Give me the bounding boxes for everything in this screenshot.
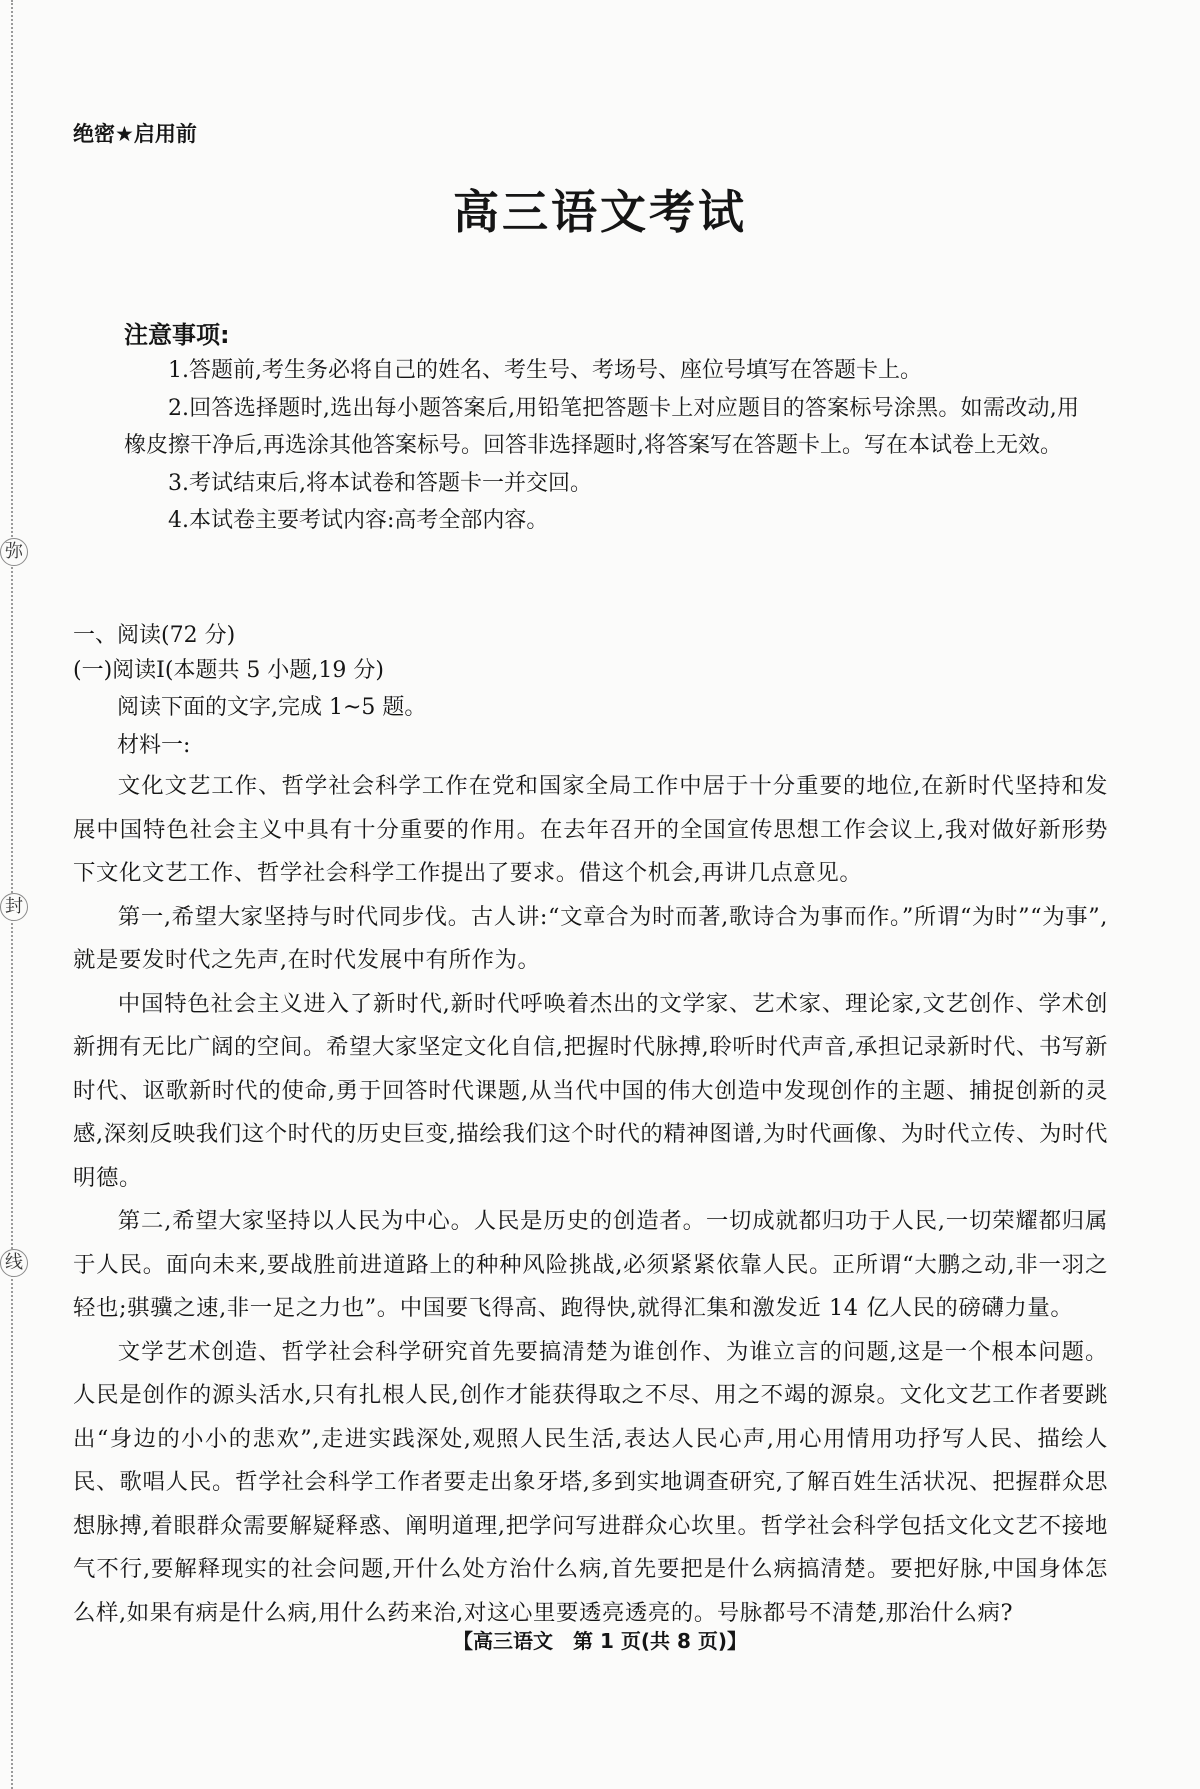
notice-item: 2.回答选择题时,选出每小题答案后,用铅笔把答题卡上对应题目的答案标号涂黑。如需改动,用橡皮擦干净后,再选涂其他答案标号。回答非选择题时,将答案写在答题卡上。写在本试卷上无效。: [124, 395, 1079, 459]
exam-title: 高三语文考试: [453, 185, 747, 239]
notice-item: 3.考试结束后,将本试卷和答题卡一并交回。: [168, 470, 592, 496]
paragraph: 第一,希望大家坚持与时代同步伐。古人讲:“文章合为时而著,歌诗合为事而作。”所谓“为时”“为事”,就是要发时代之先声,在时代发展中有所作为。: [73, 903, 1108, 973]
notice-title: 注意事项:: [124, 321, 230, 349]
subsection-heading: (一)阅读Ⅰ(本题共 5 小题,19 分): [73, 658, 384, 683]
reading-instruction: 阅读下面的文字,完成 1~5 题。: [117, 695, 427, 720]
notice-item: 1.答题前,考生务必将自己的姓名、考生号、考场号、座位号填写在答题卡上。: [168, 358, 922, 383]
reading-section: [73, 619, 1113, 1635]
paragraph: 中国特色社会主义进入了新时代,新时代呼唤着杰出的文学家、艺术家、理论家,文艺创作、学术创新拥有无比广阔的空间。希望大家坚定文化自信,把握时代脉搏,聆听时代声音,承担记录新时代、书写新时代、讴歌新时代的使命,勇于回答时代课题,从当代中国的伟大创造中发现创作的主题、捕捉创新的灵感,深刻反映我们这个时代的历史巨变,描绘我们这个时代的精神图谱,为时代画像、为时代立传、为时代明德。: [73, 990, 1108, 1191]
paragraph: 文学艺术创造、哲学社会科学研究首先要搞清楚为谁创作、为谁立言的问题,这是一个根本问题。人民是创作的源头活水,只有扎根人民,创作才能获得取之不尽、用之不竭的源泉。文化文艺工作者要跳出“身边的小小的悲欢”,走进实践深处,观照人民生活,表达人民心声,用心用情用功抒写人民、描绘人民、歌唱人民。哲学社会科学工作者要走出象牙塔,多到实地调查研究,了解百姓生活状况、把握群众思想脉搏,着眼群众需要解疑释惑、阐明道理,把学问写进群众心坎里。哲学社会科学包括文化文艺不接地气不行,要解释现实的社会问题,开什么处方治什么病,首先要把是什么病搞清楚。要把好脉,中国身体怎么样,如果有病是什么病,用什么药来治,对这心里要透亮透亮的。号脉都号不清楚,那治什么病?: [73, 1338, 1108, 1626]
notice-list: [124, 352, 1079, 540]
section-heading: 一、阅读(72 分): [73, 623, 236, 648]
page-footer: 【高三语文 第 1 页(共 8 页)】: [453, 1629, 747, 1653]
confidential-label: 绝密★启用前: [73, 122, 197, 146]
binding-mark-xian: 线: [0, 1249, 28, 1277]
binding-mark-feng: 封: [0, 893, 28, 921]
binding-mark-mi: 弥: [0, 538, 28, 566]
paragraph: 文化文艺工作、哲学社会科学工作在党和国家全局工作中居于十分重要的地位,在新时代坚持和发展中国特色社会主义中具有十分重要的作用。在去年召开的全国宣传思想工作会议上,我对做好新形势下文化文艺工作、哲学社会科学工作提出了要求。借这个机会,再讲几点意见。: [73, 773, 1108, 886]
material-label: 材料一:: [117, 733, 191, 758]
paragraph: 第二,希望大家坚持以人民为中心。人民是历史的创造者。一切成就都归功于人民,一切荣耀都归属于人民。面向未来,要战胜前进道路上的种种风险挑战,必须紧紧依靠人民。正所谓“大鹏之动,非一羽之轻也;骐骥之速,非一足之力也”。中国要飞得高、跑得快,就得汇集和激发近 14 亿人民的磅礴力量。: [73, 1208, 1108, 1321]
material-text: [73, 765, 1108, 1635]
notice-item: 4.本试卷主要考试内容:高考全部内容。: [168, 508, 549, 534]
